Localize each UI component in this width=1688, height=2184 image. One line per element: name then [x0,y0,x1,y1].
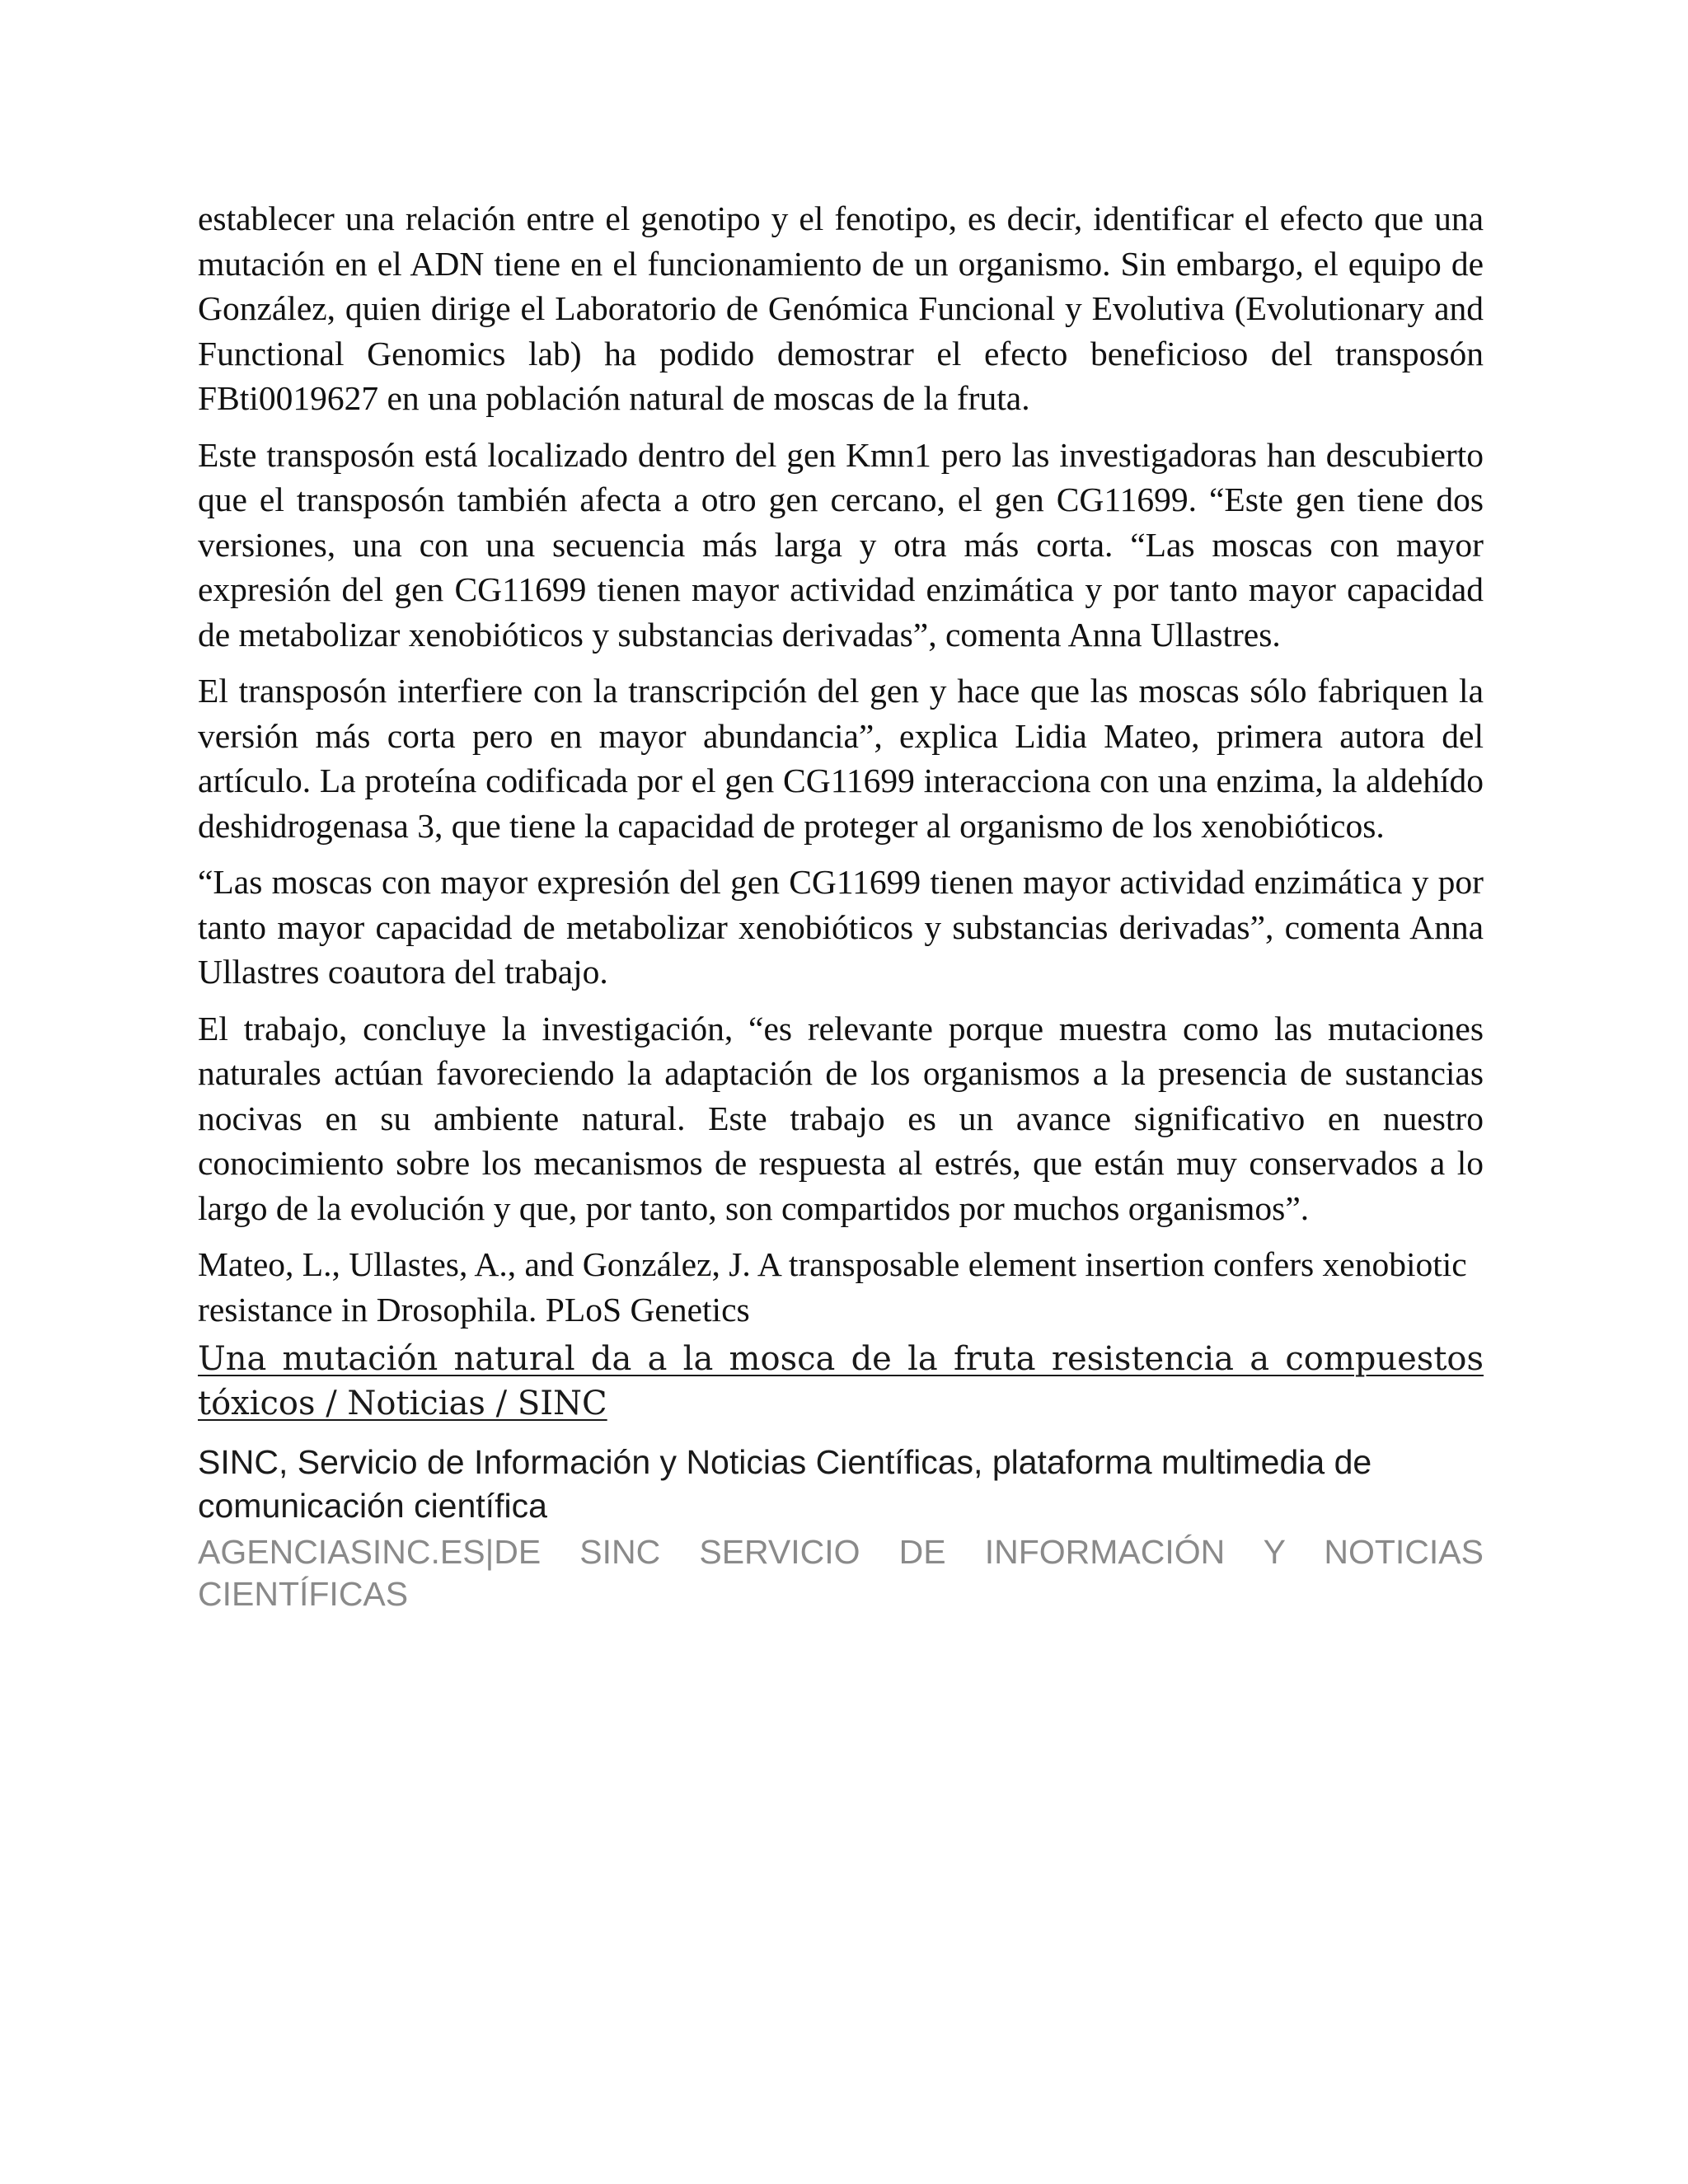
paragraph-1: establecer una relación entre el genotipo y el fenotipo, es decir, identificar el efecto que una mutación en el ADN tiene en el funcionamiento de un organismo. Sin embargo, el equipo de González, quien dirige el Laboratorio de Genómica Funcional y Evolutiva (Evolutionary and Functional Genomics lab) ha podido demostrar el efecto beneficioso del transposón FBti0019627 en una población natural de moscas de la fruta. [198,199,1484,417]
link-preview[interactable] [198,1337,1484,1615]
link-preview-site: AGENCIASINC.ES|DE SINC SERVICIO DE INFORMACIÓN Y NOTICIAS CIENTÍFICAS [198,1533,1484,1613]
paragraph-3: El transposón interfiere con la transcripción del gen y hace que las moscas sólo fabriquen la versión más corta pero en mayor abundancia”, explica Lidia Mateo, primera autora del artículo. La proteína codificada por el gen CG11699 interacciona con una enzima, la aldehído deshidrogenasa 3, que tiene la capacidad de proteger al organismo de los xenobióticos. [198,672,1484,845]
paragraph-4: “Las moscas con mayor expresión del gen CG11699 tienen mayor actividad enzimática y por tanto mayor capacidad de metabolizar xenobióticos y substancias derivadas”, comenta Anna Ullastres coautora del trabajo. [198,863,1484,991]
paragraph-2: Este transposón está localizado dentro del gen Kmn1 pero las investigadoras han descubierto que el transposón también afecta a otro gen cercano, el gen CG11699. “Este gen tiene dos versiones, una con una secuencia más larga y otra más corta. “Las moscas con mayor expresión del gen CG11699 tienen mayor actividad enzimática y por tanto mayor capacidad de metabolizar xenobióticos y substancias derivadas”, comenta Anna Ullastres. [198,435,1484,654]
document-page [198,196,1484,1615]
link-preview-description: SINC, Servicio de Información y Noticias Científicas, plataforma multimedia de comunicación científica [198,1443,1372,1525]
reference-citation: Mateo, L., Ullastes, A., and González, J. A transposable element insertion confers xenobiotic resistance in Drosophila. PLoS Genetics [198,1245,1467,1329]
link-preview-title[interactable]: Una mutación natural da a la mosca de la fruta resistencia a compuestos tóxicos / Noticias / SINC [198,1340,1484,1422]
paragraph-5: El trabajo, concluye la investigación, “es relevante porque muestra como las mutaciones naturales actúan favoreciendo la adaptación de los organismos a la presencia de sustancias nocivas en su ambiente natural. Este trabajo es un avance significativo en nuestro conocimiento sobre los mecanismos de respuesta al estrés, que están muy conservados a lo largo de la evolución y que, por tanto, son compartidos por muchos organismos”. [198,1009,1484,1227]
